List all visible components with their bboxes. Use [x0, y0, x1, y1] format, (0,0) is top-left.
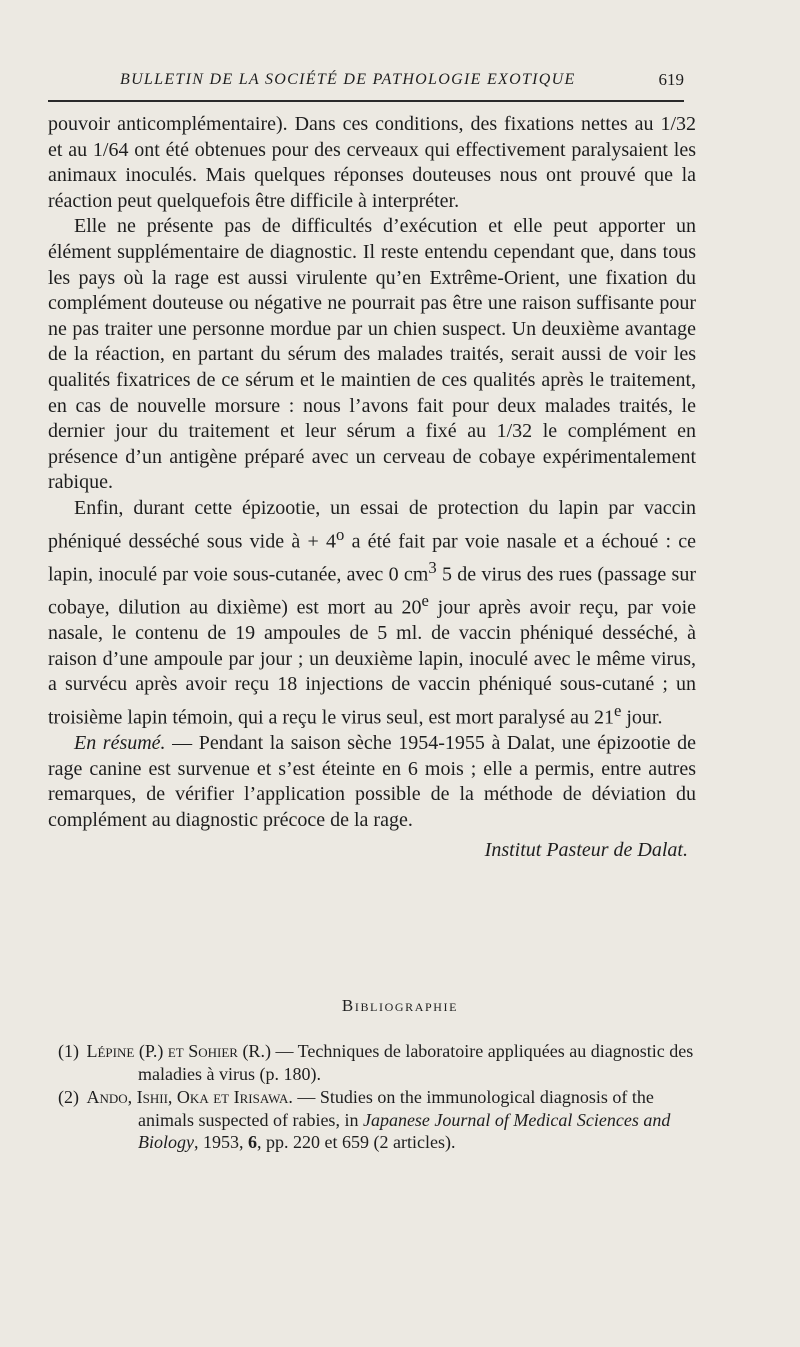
paragraph-3-part-b: a été fait par voie nasale et a échoué : ce lapin, inoculé par voie sous-cutanée, avec 0 cm [48, 530, 697, 586]
paragraph-2: Elle ne présente pas de difficultés d’exécution et elle peut apporter un élément supplémentaire de diagnostic. Il reste entendu cependant que, dans tous les pays où la rage est aussi virulente qu’en Extrême-Orient, une fixation du complément douteuse ou négative ne pourrait pas être une raison suffisante pour ne pas traiter une personne mordue par un chien suspect. Un deuxième avantage de la réaction, en partant du sérum des malades traités, serait aussi de voir les qualités fixatrices de ce sérum et le maintien de ces qualités après le traitement, en cas de nouvelle morsure : nous l’avons fait pour deux malades traités, le dernier jour du traitement et leur sérum a fixé au 1/32 le complément en présence d’un antigène préparé avec un cerveau de cobaye expérimentalement rabique. [48, 215, 696, 494]
page-number: 619 [658, 70, 684, 89]
paragraph-3 [48, 496, 696, 731]
reference-text-pages: , pp. 220 et 659 (2 articles). [257, 1132, 456, 1152]
paragraph-3-part-d: jour après avoir reçu, par voie nasale, le contenu de 19 ampoules de 5 ml. de vaccin phéniqué desséché, à raison d’une ampoule par jour ; un deuxième lapin, inoculé avec le même virus, a survécu après avoir reçu 18 injections de vaccin phéniqué sous-cutané ; un troisième lapin témoin, qui a reçu le virus seul, est mort paralysé au 21 [48, 596, 696, 729]
summary-text: — Pendant la saison sèche 1954-1955 à Dalat, une épizootie de rage canine est survenue et s’est éteinte en 6 mois ; elle a permis, entre autres remarques, de vérifier l’application possible de la méthode de déviation du complément au diagnostic précoce de la rage. [48, 732, 697, 832]
reference-text: — Studies on the immunological diagnosis of the animals suspected of rabies, in [138, 1087, 654, 1130]
paragraph-1: pouvoir anticomplémentaire). Dans ces conditions, des fixations nettes au 1/32 et au 1/64 ont été obtenues pour des cerveaux qui effectivement paralysaient les animaux inoculés. Mais quelques réponses douteuses nous ont prouvé que la réaction peut quelquefois être difficile à interpréter. [48, 113, 696, 212]
header-rule [48, 100, 684, 102]
paragraph-4 [48, 731, 696, 833]
reference-authors: Lépine (P.) et Sohier (R.) [86, 1041, 271, 1061]
ordinal-sup-20: e [421, 591, 429, 610]
reference-number: (2) [58, 1087, 79, 1107]
bibliography-heading-text: Bibliographie [341, 996, 459, 1015]
cubic-sup: 3 [428, 557, 437, 577]
paragraph-3-part-a: Enfin, durant cette épizootie, un essai de protection du lapin par vaccin phéniqué desséché sous vide à + 4 [48, 496, 696, 553]
reference-2 [58, 1086, 698, 1154]
reference-journal: Japanese Journal of Medical Sciences and Biology [138, 1109, 671, 1152]
reference-text: — Techniques de laboratoire appliquées au diagnostic des maladies à virus (p. 180). [138, 1041, 694, 1084]
signature: Institut Pasteur de Dalat. [484, 838, 688, 861]
reference-1 [58, 1040, 698, 1085]
reference-volume: 6 [248, 1132, 257, 1152]
paragraph-3-part-c: 5 de virus des rues (passage sur cobaye, dilution au dixième) est mort au 20 [48, 563, 696, 619]
degree-sup: o [336, 524, 345, 544]
body-text [48, 112, 696, 863]
ordinal-sup-21: e [613, 701, 622, 721]
reference-text-year: , 1953, [194, 1132, 248, 1152]
running-header [48, 66, 684, 96]
reference-number: (1) [58, 1041, 79, 1061]
paragraph-3-part-e: jour. [621, 706, 663, 729]
summary-lead: En résumé. [74, 732, 166, 755]
reference-authors: Ando, Ishii, Oka et Irisawa. [86, 1087, 293, 1107]
bibliography-heading [0, 996, 800, 1016]
bibliography-list [58, 1040, 698, 1155]
running-title: BULLETIN DE LA SOCIÉTÉ DE PATHOLOGIE EXOTIQUE [120, 71, 576, 88]
